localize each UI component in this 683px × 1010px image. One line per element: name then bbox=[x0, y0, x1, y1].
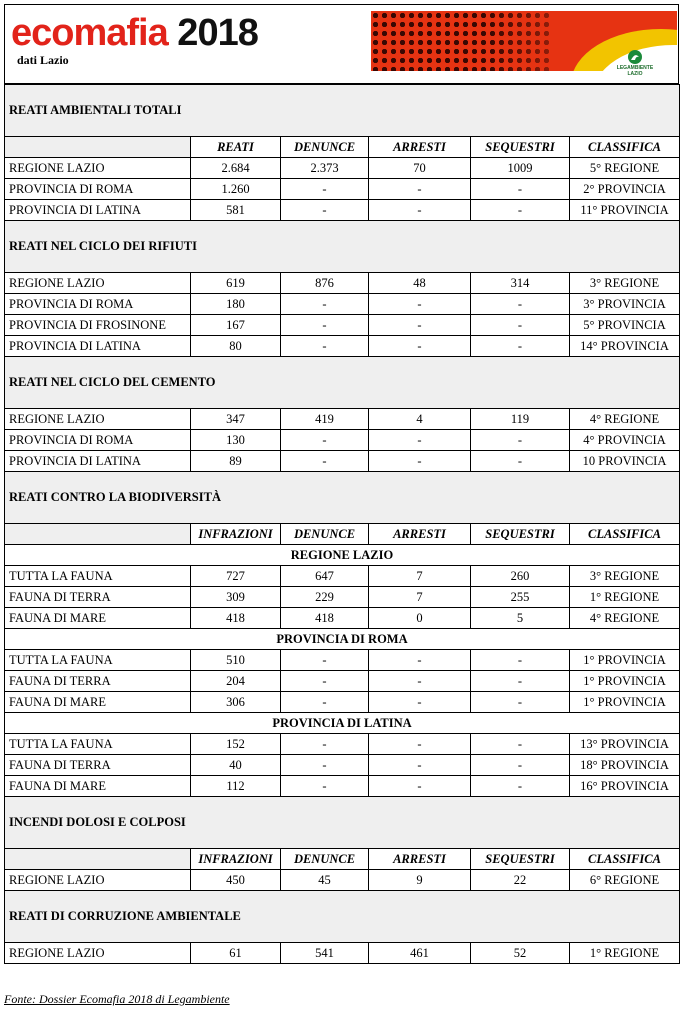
table-cell: - bbox=[281, 755, 369, 776]
table-cell: - bbox=[471, 430, 570, 451]
table-row bbox=[5, 336, 680, 357]
table-cell: 70 bbox=[369, 158, 471, 179]
row-label: REGIONE LAZIO bbox=[5, 870, 191, 891]
table-cell: 9 bbox=[369, 870, 471, 891]
table-cell: 314 bbox=[471, 273, 570, 294]
row-label: FAUNA DI TERRA bbox=[5, 671, 191, 692]
table-row bbox=[5, 734, 680, 755]
column-header: CLASSIFICA bbox=[570, 849, 680, 870]
row-label: REGIONE LAZIO bbox=[5, 273, 191, 294]
table-cell: - bbox=[369, 692, 471, 713]
table-row bbox=[5, 587, 680, 608]
table-cell: - bbox=[281, 776, 369, 797]
column-header-row bbox=[5, 524, 680, 545]
table-cell: 10 PROVINCIA bbox=[570, 451, 680, 472]
row-label: FAUNA DI MARE bbox=[5, 776, 191, 797]
column-header: CLASSIFICA bbox=[570, 524, 680, 545]
table-cell: 450 bbox=[191, 870, 281, 891]
column-header-row bbox=[5, 849, 680, 870]
table-cell: 306 bbox=[191, 692, 281, 713]
table-row bbox=[5, 755, 680, 776]
table-row bbox=[5, 451, 680, 472]
table-cell: 581 bbox=[191, 200, 281, 221]
row-label: REGIONE LAZIO bbox=[5, 158, 191, 179]
table-cell: 16° PROVINCIA bbox=[570, 776, 680, 797]
table-cell: - bbox=[369, 294, 471, 315]
table-cell: 22 bbox=[471, 870, 570, 891]
table-cell: 4° REGIONE bbox=[570, 608, 680, 629]
table-cell: - bbox=[471, 671, 570, 692]
table-cell: - bbox=[471, 179, 570, 200]
table-cell: 11° PROVINCIA bbox=[570, 200, 680, 221]
table-row bbox=[5, 273, 680, 294]
table-cell: 45 bbox=[281, 870, 369, 891]
header-blank-cell bbox=[5, 849, 191, 870]
table-cell: 255 bbox=[471, 587, 570, 608]
section-title: REATI NEL CICLO DEL CEMENTO bbox=[5, 357, 680, 409]
table-cell: 876 bbox=[281, 273, 369, 294]
table-cell: 309 bbox=[191, 587, 281, 608]
table-cell: 40 bbox=[191, 755, 281, 776]
table-cell: 152 bbox=[191, 734, 281, 755]
row-label: FAUNA DI TERRA bbox=[5, 587, 191, 608]
table-cell: 4° PROVINCIA bbox=[570, 430, 680, 451]
row-label: REGIONE LAZIO bbox=[5, 943, 191, 964]
page-subtitle: dati Lazio bbox=[17, 53, 69, 67]
column-header: REATI bbox=[191, 137, 281, 158]
row-label: PROVINCIA DI ROMA bbox=[5, 179, 191, 200]
table-cell: 1° REGIONE bbox=[570, 587, 680, 608]
section-title-row bbox=[5, 797, 680, 849]
table-cell: 6° REGIONE bbox=[570, 870, 680, 891]
table-cell: 1° PROVINCIA bbox=[570, 650, 680, 671]
row-label: FAUNA DI MARE bbox=[5, 608, 191, 629]
table-cell: 112 bbox=[191, 776, 281, 797]
table-cell: - bbox=[471, 692, 570, 713]
row-label: REGIONE LAZIO bbox=[5, 409, 191, 430]
table-cell: - bbox=[471, 734, 570, 755]
column-header: SEQUESTRI bbox=[471, 849, 570, 870]
table-cell: - bbox=[281, 692, 369, 713]
table-cell: 1° PROVINCIA bbox=[570, 692, 680, 713]
column-header: ARRESTI bbox=[369, 137, 471, 158]
table-cell: 2.684 bbox=[191, 158, 281, 179]
column-header: INFRAZIONI bbox=[191, 524, 281, 545]
logo-text-ecomafia: ecomafia bbox=[11, 12, 168, 54]
ecomafia-data-table bbox=[4, 84, 680, 964]
table-cell: - bbox=[281, 336, 369, 357]
table-cell: - bbox=[471, 650, 570, 671]
table-cell: - bbox=[471, 755, 570, 776]
section-title: REATI CONTRO LA BIODIVERSITÀ bbox=[5, 472, 680, 524]
table-cell: - bbox=[369, 315, 471, 336]
table-cell: 5° REGIONE bbox=[570, 158, 680, 179]
table-cell: 7 bbox=[369, 587, 471, 608]
row-label: PROVINCIA DI LATINA bbox=[5, 451, 191, 472]
table-cell: - bbox=[369, 671, 471, 692]
table-row bbox=[5, 671, 680, 692]
table-cell: 347 bbox=[191, 409, 281, 430]
column-header: CLASSIFICA bbox=[570, 137, 680, 158]
table-row bbox=[5, 200, 680, 221]
table-cell: 52 bbox=[471, 943, 570, 964]
table-cell: 7 bbox=[369, 566, 471, 587]
table-row bbox=[5, 608, 680, 629]
table-cell: - bbox=[471, 294, 570, 315]
legambiente-logo-name: LEGAMBIENTE bbox=[616, 65, 654, 71]
column-header: ARRESTI bbox=[369, 849, 471, 870]
table-row bbox=[5, 158, 680, 179]
table-cell: 1° PROVINCIA bbox=[570, 671, 680, 692]
row-label: PROVINCIA DI FROSINONE bbox=[5, 315, 191, 336]
table-cell: - bbox=[369, 650, 471, 671]
table-cell: 4° REGIONE bbox=[570, 409, 680, 430]
legambiente-logo bbox=[605, 49, 665, 85]
column-header-row bbox=[5, 137, 680, 158]
table-cell: - bbox=[281, 734, 369, 755]
section-title-row bbox=[5, 891, 680, 943]
table-row bbox=[5, 179, 680, 200]
table-cell: - bbox=[369, 451, 471, 472]
row-label: TUTTA LA FAUNA bbox=[5, 566, 191, 587]
section-title-row bbox=[5, 85, 680, 137]
table-cell: 3° REGIONE bbox=[570, 566, 680, 587]
column-header: DENUNCE bbox=[281, 137, 369, 158]
table-row bbox=[5, 692, 680, 713]
table-cell: 541 bbox=[281, 943, 369, 964]
row-label: PROVINCIA DI ROMA bbox=[5, 294, 191, 315]
table-cell: 204 bbox=[191, 671, 281, 692]
table-cell: 1.260 bbox=[191, 179, 281, 200]
table-row bbox=[5, 776, 680, 797]
table-cell: - bbox=[281, 671, 369, 692]
table-row bbox=[5, 870, 680, 891]
table-cell: - bbox=[369, 179, 471, 200]
table-row bbox=[5, 566, 680, 587]
table-cell: 5° PROVINCIA bbox=[570, 315, 680, 336]
table-cell: - bbox=[281, 451, 369, 472]
table-cell: 418 bbox=[191, 608, 281, 629]
table-row bbox=[5, 650, 680, 671]
table-cell: 260 bbox=[471, 566, 570, 587]
table-cell: 619 bbox=[191, 273, 281, 294]
table-cell: 130 bbox=[191, 430, 281, 451]
column-header: SEQUESTRI bbox=[471, 524, 570, 545]
table-cell: - bbox=[369, 734, 471, 755]
table-row bbox=[5, 294, 680, 315]
table-cell: 1009 bbox=[471, 158, 570, 179]
table-cell: 419 bbox=[281, 409, 369, 430]
table-cell: 647 bbox=[281, 566, 369, 587]
table-cell: 5 bbox=[471, 608, 570, 629]
table-cell: 18° PROVINCIA bbox=[570, 755, 680, 776]
table-cell: 14° PROVINCIA bbox=[570, 336, 680, 357]
table-cell: 0 bbox=[369, 608, 471, 629]
row-label: FAUNA DI MARE bbox=[5, 692, 191, 713]
table-cell: 48 bbox=[369, 273, 471, 294]
section-title: INCENDI DOLOSI E COLPOSI bbox=[5, 797, 680, 849]
table-cell: 3° REGIONE bbox=[570, 273, 680, 294]
table-cell: - bbox=[471, 200, 570, 221]
table-cell: 510 bbox=[191, 650, 281, 671]
table-row bbox=[5, 409, 680, 430]
row-label: TUTTA LA FAUNA bbox=[5, 650, 191, 671]
table-cell: 3° PROVINCIA bbox=[570, 294, 680, 315]
table-cell: 180 bbox=[191, 294, 281, 315]
column-header: ARRESTI bbox=[369, 524, 471, 545]
column-header: DENUNCE bbox=[281, 524, 369, 545]
group-title-row bbox=[5, 545, 680, 566]
section-title: REATI AMBIENTALI TOTALI bbox=[5, 85, 680, 137]
group-title-row bbox=[5, 629, 680, 650]
table-cell: - bbox=[281, 430, 369, 451]
table-cell: 119 bbox=[471, 409, 570, 430]
table-cell: - bbox=[369, 776, 471, 797]
table-cell: 167 bbox=[191, 315, 281, 336]
table-row bbox=[5, 430, 680, 451]
legambiente-swan-icon bbox=[627, 49, 643, 65]
table-cell: 61 bbox=[191, 943, 281, 964]
table-cell: 89 bbox=[191, 451, 281, 472]
ecomafia-logo bbox=[11, 11, 258, 55]
table-row bbox=[5, 315, 680, 336]
row-label: TUTTA LA FAUNA bbox=[5, 734, 191, 755]
table-cell: - bbox=[471, 776, 570, 797]
table-cell: 80 bbox=[191, 336, 281, 357]
table-cell: 727 bbox=[191, 566, 281, 587]
table-cell: - bbox=[369, 336, 471, 357]
table-row bbox=[5, 943, 680, 964]
group-title-row bbox=[5, 713, 680, 734]
column-header: INFRAZIONI bbox=[191, 849, 281, 870]
group-title: PROVINCIA DI ROMA bbox=[5, 629, 680, 650]
row-label: PROVINCIA DI LATINA bbox=[5, 336, 191, 357]
table-cell: 2° PROVINCIA bbox=[570, 179, 680, 200]
header-blank-cell bbox=[5, 137, 191, 158]
table-cell: - bbox=[281, 179, 369, 200]
page-header bbox=[4, 4, 679, 84]
logo-text-year: 2018 bbox=[167, 12, 258, 54]
table-cell: 461 bbox=[369, 943, 471, 964]
table-cell: - bbox=[281, 294, 369, 315]
table-cell: - bbox=[369, 200, 471, 221]
column-header: SEQUESTRI bbox=[471, 137, 570, 158]
table-cell: - bbox=[471, 336, 570, 357]
table-cell: 229 bbox=[281, 587, 369, 608]
table-cell: - bbox=[281, 650, 369, 671]
row-label: PROVINCIA DI ROMA bbox=[5, 430, 191, 451]
table-cell: 1° REGIONE bbox=[570, 943, 680, 964]
table-cell: - bbox=[369, 430, 471, 451]
table-cell: 418 bbox=[281, 608, 369, 629]
table-cell: 2.373 bbox=[281, 158, 369, 179]
row-label: PROVINCIA DI LATINA bbox=[5, 200, 191, 221]
table-cell: - bbox=[471, 451, 570, 472]
table-cell: - bbox=[281, 315, 369, 336]
section-title-row bbox=[5, 472, 680, 524]
table-cell: - bbox=[281, 200, 369, 221]
group-title: REGIONE LAZIO bbox=[5, 545, 680, 566]
group-title: PROVINCIA DI LATINA bbox=[5, 713, 680, 734]
table-body bbox=[5, 85, 680, 964]
legambiente-logo-region: LAZIO bbox=[627, 71, 643, 77]
section-title-row bbox=[5, 357, 680, 409]
table-cell: 13° PROVINCIA bbox=[570, 734, 680, 755]
table-cell: - bbox=[369, 755, 471, 776]
section-title: REATI DI CORRUZIONE AMBIENTALE bbox=[5, 891, 680, 943]
table-cell: 4 bbox=[369, 409, 471, 430]
row-label: FAUNA DI TERRA bbox=[5, 755, 191, 776]
column-header: DENUNCE bbox=[281, 849, 369, 870]
header-blank-cell bbox=[5, 524, 191, 545]
section-title-row bbox=[5, 221, 680, 273]
table-cell: - bbox=[471, 315, 570, 336]
source-note: Fonte: Dossier Ecomafia 2018 di Legambiente bbox=[4, 992, 230, 1006]
section-title: REATI NEL CICLO DEI RIFIUTI bbox=[5, 221, 680, 273]
